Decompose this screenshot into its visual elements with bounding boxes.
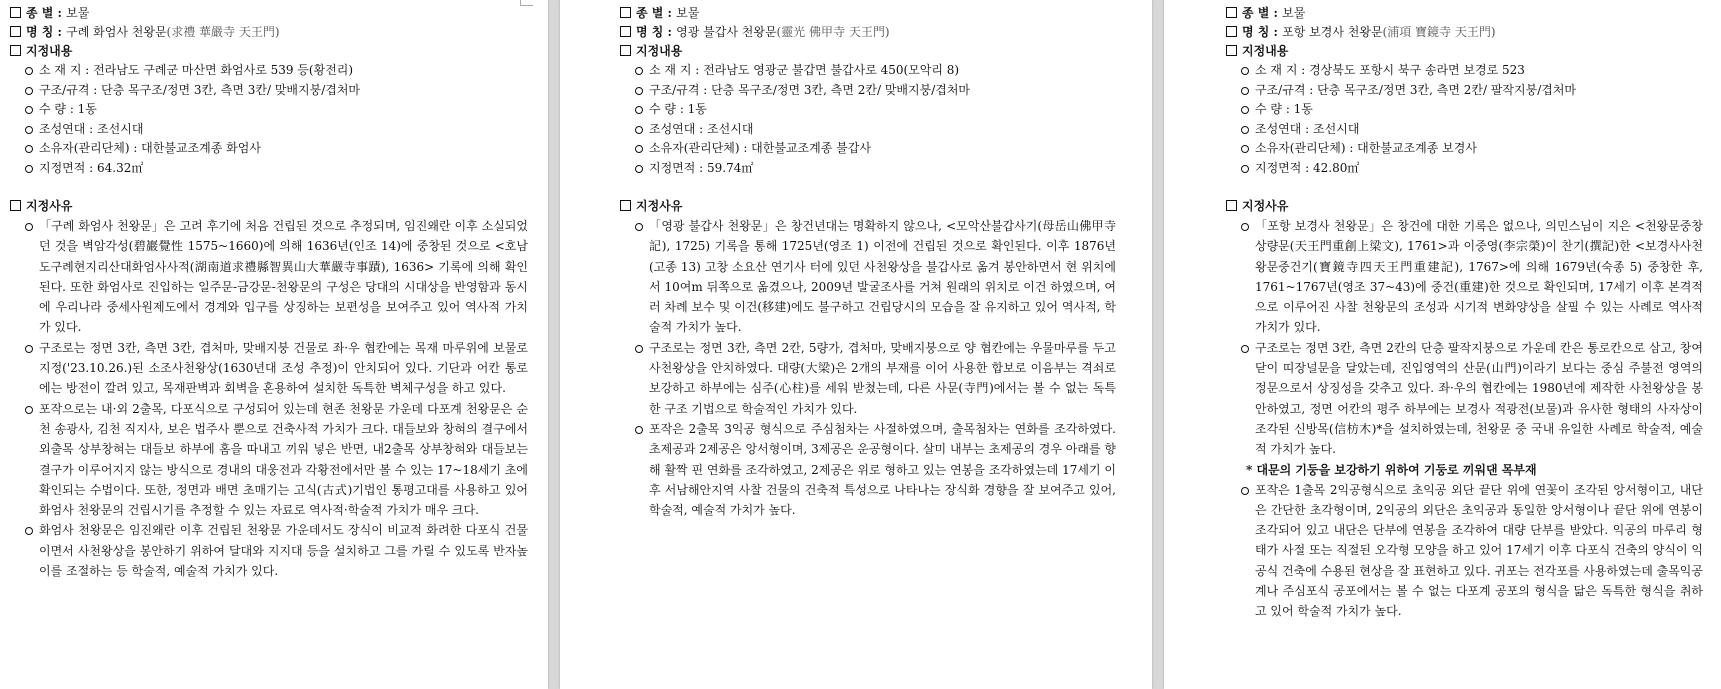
field-value: 보물 (66, 6, 90, 20)
details-list (620, 61, 1116, 178)
checkbox-square-icon (1226, 45, 1237, 56)
checkbox-square-icon (10, 45, 21, 56)
detail-item: 수 량 : 1동 (25, 100, 528, 120)
detail-item: 소유자(관리단체) : 대한불교조계종 보경사 (1241, 139, 1703, 159)
checkbox-square-icon (10, 200, 21, 211)
reason-paragraph: 포작으로는 내·외 2출목, 다포식으로 구성되어 있는데 현존 천왕문 가운데 다포계 천왕문은 순천 송광사, 김천 직지사, 보은 법주사 뿐으로 건축사적 가치가 크다. 대들보와 창혀의 결구에서 외출목 상부창혀는 대들보 하부에 홈을 따내고 끼워 넣은 반면, 내2출목 상부창혀와 대들보는 결구가 이루어지지 않는 방식으로 경내의 대웅전과 각황전에서만 볼 수 있는 17~18세기 초에 확인되는 수법이다. 또한, 정면과 배면 초매기는 고식(古式)기법인 통평고대를 사용하고 있어 화엄사 천왕문의 건립시기를 추정할 수 있는 자료로 역사적·학술적 가치가 매우 크다. (25, 399, 528, 521)
reason-paragraph: 구조로는 정면 3칸, 측면 2칸의 단층 팔작지붕으로 가운데 칸은 통로칸으로 삼고, 창여닫이 띠장널문을 달았는데, 진입영역의 산문(山門)이라기 보다는 중심 주불전 영역의 정문으로서 상징성을 갖추고 있다. 좌·우의 협칸에는 1980년에 제작한 사천왕상을 봉안하였고, 정면 어칸의 평주 하부에는 보경사 적광전(보물)과 유사한 형태의 사자상이 조각된 신방목(信枋木)*을 설치하였는데, 천왕문 중 국내 유일한 사례로 학술적, 예술적 가치가 높다. (1241, 338, 1703, 460)
field-label: 종 별 (636, 6, 664, 20)
reasons-list (1226, 216, 1703, 460)
section-heading-details (1226, 42, 1703, 61)
field-value: 보물 (676, 6, 700, 20)
checkbox-square-icon (10, 26, 21, 37)
checkbox-square-icon (620, 7, 631, 18)
document-page-3 (1164, 0, 1721, 689)
reasons-list (620, 216, 1116, 520)
detail-item: 소유자(관리단체) : 대한불교조계종 화엄사 (25, 139, 528, 159)
field-name: 명 칭 : 영광 불갑사 천왕문(靈光 佛甲寺 天王門) (620, 23, 1116, 42)
document-page-2 (560, 0, 1152, 689)
detail-item: 구조/규격 : 단층 목구조/정면 3칸, 측면 2칸/ 팔작지붕/겹처마 (1241, 81, 1703, 101)
detail-item: 소유자(관리단체) : 대한불교조계종 불갑사 (635, 139, 1116, 159)
field-value: 포항 보경사 천왕문 (1282, 25, 1383, 39)
reason-paragraph: 구조로는 정면 3칸, 측면 3칸, 겹처마, 맞배지붕 건물로 좌·우 협칸에는 목재 마루위에 보물로 지정('23.10.26.)된 소조사천왕상(1630년대 조성 추정)이 안치되어 있다. 기단과 어칸 통로에는 방전이 깔려 있고, 목재판벽과 회벽을 혼용하여 설치한 독특한 벽체구성을 하고 있다. (25, 338, 528, 399)
reason-paragraph: 「구례 화엄사 천왕문」은 고려 후기에 처음 건립된 것으로 추정되며, 임진왜란 이후 소실되었던 것을 벽암각성(碧巖覺性 1575~1660)에 의해 1636년(인조 14)에 중창된 것으로 <호남도구례현지리산대화엄사사적(湖南道求禮縣智異山大華嚴寺事蹟), 1636> 기록에 의해 확인된다. 또한 화엄사로 진입하는 일주문-금강문-천왕문의 구성은 당대의 시대상을 반영함과 동시에 우리나라 중세사원제도에서 경계와 입구를 상징하는 보편성을 보여주고 있어 역사적 가치가 있다. (25, 216, 528, 338)
field-label: 종 별 (1242, 6, 1270, 20)
details-list (10, 61, 528, 178)
field-hanja: (靈光 佛甲寺 天王門) (776, 25, 890, 39)
checkbox-square-icon (620, 200, 631, 211)
detail-item: 소 재 지 : 경상북도 포항시 북구 송라면 보경로 523 (1241, 61, 1703, 81)
detail-item: 수 량 : 1동 (1241, 100, 1703, 120)
detail-item: 지정면적 : 59.74㎡ (635, 159, 1116, 179)
field-name: 명 칭 : 포항 보경사 천왕문(浦項 寶鏡寺 天王門) (1226, 23, 1703, 42)
section-heading-reasons (1226, 197, 1703, 216)
detail-item: 지정면적 : 64.32㎡ (25, 159, 528, 179)
reason-paragraph: 「영광 불갑사 천왕문」은 창건년대는 명확하지 않으나, <모악산불갑사기(母岳山佛甲寺記), 1725) 기록을 통해 1725년(영조 1) 이전에 건립된 것으로 확인된다. 이후 1876년(고종 13) 고창 소요산 연기사 터에 있던 사천왕상을 불갑사로 옮겨 봉안하면서 현 위치에서 10여m 뒤쪽으로 옮겼으나, 2009년 발굴조사를 거쳐 원래의 위치로 이건 하였으며, 여러 차례 보수 및 이건(移建)에도 불구하고 건립당시의 모습을 잘 유지하고 있어 역사적, 학술적 가치가 높다. (635, 216, 1116, 338)
section-title: 지정내용 (636, 44, 683, 58)
section-title: 지정내용 (1242, 44, 1289, 58)
detail-item: 소 재 지 : 전라남도 영광군 불갑면 불갑사로 450(모악리 8) (635, 61, 1116, 81)
reason-paragraph: 포작은 2출목 3익공 형식으로 주심첨차는 사절하였으며, 출목첨차는 연화를 조각하였다. 초제공과 2제공은 앙서형이며, 3제공은 운공형이다. 살미 내부는 초제공의 경우 아래를 향해 활짝 핀 연화를 조각하였고, 2제공은 위로 형하고 있는 연봉을 조각하였는데 17세기 이후 서남해안지역 사찰 건물의 건축적 특성으로 나타나는 장식화 경향을 잘 보여주고 있어, 학술적, 예술적 가치가 높다. (635, 419, 1116, 520)
checkbox-square-icon (620, 45, 631, 56)
section-heading-reasons (620, 197, 1116, 216)
field-label: 명 칭 (1242, 25, 1270, 39)
field-type: 종 별 : 보물 (620, 4, 1116, 23)
section-title: 지정사유 (26, 199, 73, 213)
detail-item: 소 재 지 : 전라남도 구례군 마산면 화엄사로 539 등(황전리) (25, 61, 528, 81)
reason-paragraph: 구조로는 정면 3칸, 측면 2칸, 5량가, 겹처마, 맞배지붕으로 양 협칸에는 우물마루를 두고 사천왕상을 안치하였다. 대량(大梁)은 2개의 부재를 이어 사용한 합보로 이음부는 격쇠로 보강하고 하부에는 심주(心柱)를 세워 받쳤는데, 다른 사문(寺門)에서는 볼 수 없는 독특한 구조 기법으로 학술적인 가치가 있다. (635, 338, 1116, 419)
details-list (1226, 61, 1703, 178)
footnote-heading: * 대문의 기둥을 보강하기 위하여 기둥로 끼워댄 목부재 (1246, 462, 1537, 477)
page-gap (1152, 0, 1164, 689)
checkbox-square-icon (1226, 7, 1237, 18)
field-label: 종 별 (26, 6, 54, 20)
page-gap (548, 0, 560, 689)
checkbox-square-icon (1226, 26, 1237, 37)
field-value: 구례 화엄사 천왕문 (66, 25, 167, 39)
section-title: 지정내용 (26, 44, 73, 58)
section-heading-reasons (10, 197, 528, 216)
section-title: 지정사유 (636, 199, 683, 213)
checkbox-square-icon (620, 26, 631, 37)
detail-item: 지정면적 : 42.80㎡ (1241, 159, 1703, 179)
field-label: 명 칭 (26, 25, 54, 39)
field-hanja: (求禮 華嚴寺 天王門) (166, 25, 280, 39)
field-type: 종 별 : 보물 (1226, 4, 1703, 23)
reasons-list-continued (1226, 480, 1703, 622)
field-name: 명 칭 : 구례 화엄사 천왕문(求禮 華嚴寺 天王門) (10, 23, 528, 42)
detail-item: 조성연대 : 조선시대 (635, 120, 1116, 140)
detail-item: 구조/규격 : 단층 목구조/정면 3칸, 측면 2칸/ 맞배지붕/겹처마 (635, 81, 1116, 101)
reason-paragraph: 「포항 보경사 천왕문」은 창건에 대한 기록은 없으나, 의민스님이 지은 <천왕문중창상량문(天王門重創上梁文), 1761>과 이중영(李宗榮)이 찬기(撰記)한 <보경사사천왕문중건기(寶鏡寺四天王門重建記), 1767>에 의해 1679년(숙종 5) 중창한 후, 1761~1767년(영조 37~43)에 중건(重建)한 것으로 확인되며, 17세기 이후 본격적으로 이루어진 사찰 천왕문의 조성과 시기적 변화양상을 살필 수 있는 사례로 역사적 가치가 있다. (1241, 216, 1703, 338)
checkbox-square-icon (1226, 200, 1237, 211)
detail-item: 수 량 : 1동 (635, 100, 1116, 120)
detail-item: 구조/규격 : 단층 목구조/정면 3칸, 측면 3칸/ 맞배지붕/겹처마 (25, 81, 528, 101)
field-label: 명 칭 (636, 25, 664, 39)
document-page-1 (0, 0, 548, 689)
page-corner-mark (520, 0, 533, 6)
detail-item: 조성연대 : 조선시대 (1241, 120, 1703, 140)
detail-item: 조성연대 : 조선시대 (25, 120, 528, 140)
field-value: 보물 (1282, 6, 1306, 20)
field-value: 영광 불갑사 천왕문 (676, 25, 777, 39)
section-heading-details (620, 42, 1116, 61)
section-heading-details (10, 42, 528, 61)
field-hanja: (浦項 寶鏡寺 天王門) (1382, 25, 1496, 39)
field-type: 종 별 : 보물 (10, 4, 528, 23)
reason-paragraph: 포작은 1출목 2익공형식으로 초익공 외단 끝단 위에 연꽃이 조각된 앙서형이고, 내단은 간단한 초각형이며, 2익공의 외단은 초익공과 동일한 앙서형이나 끝단 위에 연봉이 조각되어 있고 내단은 단부에 연봉을 조각하여 대량 단부를 받았다. 익공의 마루리 형태가 사절 또는 직절된 오각형 모양을 하고 있어 17세기 이후 다포식 건축의 양식이 익공식 건축에 수용된 현상을 잘 표현하고 있다. 귀포는 전각포를 사용하였는데 출목익공계나 주심포식 공포에서는 볼 수 없는 다포계 공포의 형식을 닮은 독특한 형식을 취하고 있어 학술적 가치가 높다. (1241, 480, 1703, 622)
reasons-list (10, 216, 528, 581)
section-title: 지정사유 (1242, 199, 1289, 213)
checkbox-square-icon (10, 7, 21, 18)
reason-paragraph: 화엄사 천왕문은 임진왜란 이후 건립된 천왕문 가운데서도 장식이 비교적 화려한 다포식 건물이면서 사천왕상을 봉안하기 위하여 달대와 지지대 등을 설치하고 그를 가릴 수 있도록 반자높이를 조절하는 등 학술적, 예술적 가치가 있다. (25, 520, 528, 581)
